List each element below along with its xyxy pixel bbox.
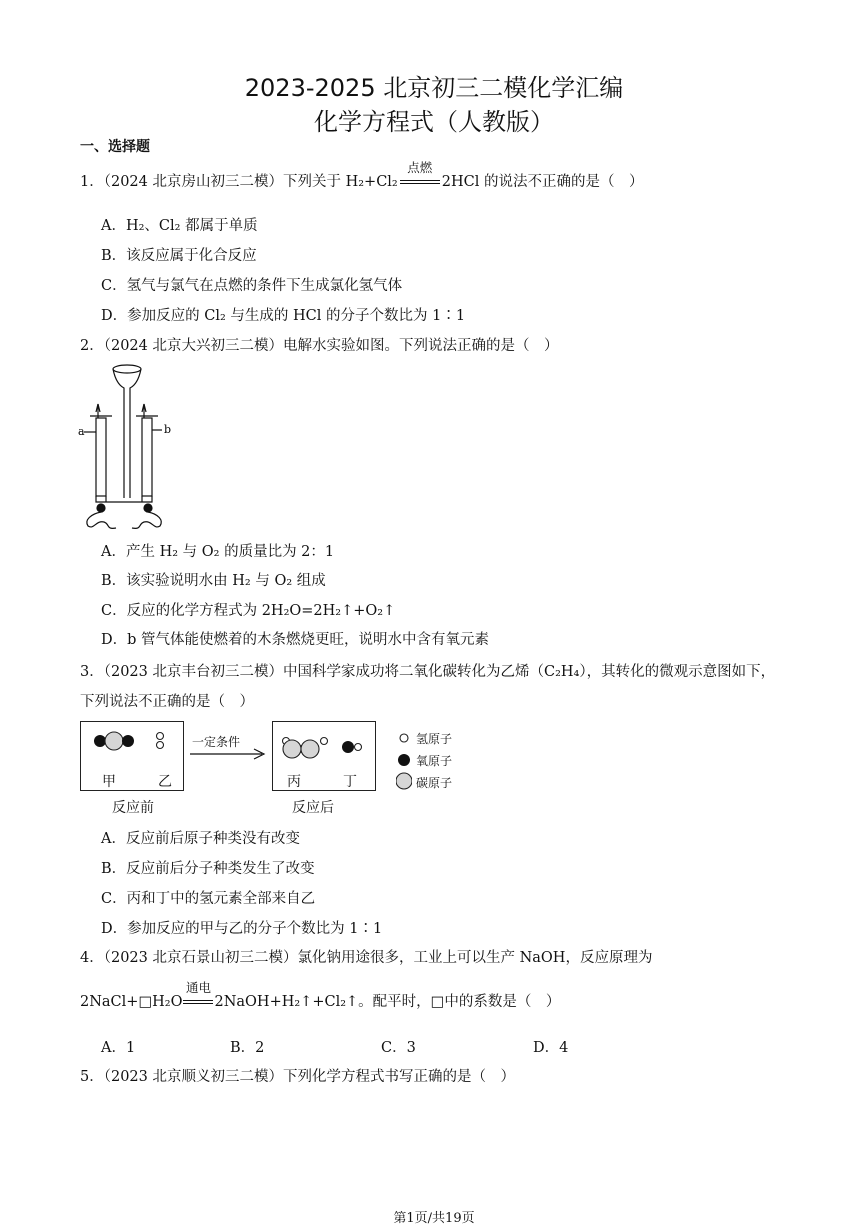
title-line-2: 化学方程式（人教版） [314, 108, 554, 136]
title-line-1: 2023-2025 北京初三二模化学汇编 [244, 74, 624, 102]
question-4-option-a: A．1 [101, 1040, 136, 1056]
question-4-stem: 4．（2023 北京石景山初三二模）氯化钠用途很多，工业上可以生产 NaOH，反应原理为 [80, 950, 653, 966]
label-ding: 丁 [343, 774, 357, 790]
legend-oxygen: 氧原子 [416, 754, 453, 768]
question-4-option-b: B．2 [230, 1040, 265, 1056]
question-1-stem-before: 1．（2024 北京房山初三二模）下列关于 H₂+Cl₂ [80, 174, 398, 190]
arrow-condition-label: 一定条件 [192, 735, 241, 749]
reaction-condition-sign [398, 160, 442, 190]
question-4-option-d: D．4 [533, 1040, 569, 1056]
after-caption: 反应后 [292, 800, 334, 816]
electrolysis-condition-sign [182, 980, 214, 1010]
question-3-option-c: C．丙和丁中的氢元素全部来自乙 [101, 891, 316, 907]
atom-legend-symbols [396, 730, 412, 790]
question-1-option-c: C．氢气与氯气在点燃的条件下生成氯化氢气体 [101, 278, 403, 294]
question-3-stem-line-1: 3．（2023 北京丰台初三二模）中国科学家成功将二氧化碳转化为乙烯（C₂H₄），其转化的微观示意图如下， [80, 664, 776, 680]
question-5-stem: 5．（2023 北京顺义初三二模）下列化学方程式书写正确的是（ ） [80, 1069, 515, 1085]
question-1-stem [80, 160, 644, 191]
label-bing: 丙 [287, 774, 301, 790]
tube-b-label: b [164, 423, 172, 436]
question-2-option-a: A．产生 H₂ 与 O₂ 的质量比为 2：1 [101, 544, 335, 560]
page-footer: 第1页/共19页 [393, 1211, 475, 1226]
question-3-option-d: D．参加反应的甲与乙的分子个数比为 1∶1 [101, 921, 383, 937]
question-1-option-d: D．参加反应的 Cl₂ 与生成的 HCl 的分子个数比为 1∶1 [101, 308, 466, 324]
question-2-option-b: B．该实验说明水由 H₂ 与 O₂ 组成 [101, 573, 326, 589]
condition-label: 点燃 [407, 160, 433, 175]
question-4-equation [80, 980, 561, 1011]
reaction-arrow [188, 748, 268, 760]
question-3-option-a: A．反应前后原子种类没有改变 [101, 831, 300, 847]
label-yi: 乙 [158, 774, 172, 790]
equation-products: 2NaOH+H₂↑+Cl₂↑。配平时，□中的系数是（ ） [214, 994, 561, 1010]
legend-hydrogen: 氢原子 [416, 732, 453, 746]
question-4-option-c: C．3 [381, 1040, 416, 1056]
before-caption: 反应前 [112, 800, 154, 816]
question-3-option-b: B．反应前后分子种类发生了改变 [101, 861, 315, 877]
equation-reactants: 2NaCl+□H₂O [80, 994, 183, 1010]
question-2-stem: 2．（2024 北京大兴初三二模）电解水实验如图。下列说法正确的是（ ） [80, 338, 559, 354]
legend-carbon: 碳原子 [416, 776, 453, 790]
electrolysis-apparatus-diagram [76, 360, 186, 530]
question-1-option-a: A．H₂、Cl₂ 都属于单质 [101, 218, 258, 234]
question-1-option-b: B．该反应属于化合反应 [101, 248, 257, 264]
tube-a-label: a [78, 425, 85, 438]
section-heading: 一、选择题 [80, 139, 150, 155]
question-3-stem-line-2: 下列说法不正确的是（ ） [80, 694, 254, 710]
label-jia: 甲 [102, 774, 116, 790]
question-1-stem-after: 2HCl 的说法不正确的是（ ） [441, 174, 644, 190]
question-2-option-d: D．b 管气体能使燃着的木条燃烧更旺，说明水中含有氧元素 [101, 632, 490, 648]
question-2-option-c: C．反应的化学方程式为 2H₂O=2H₂↑+O₂↑ [101, 603, 396, 619]
condition-label: 通电 [185, 980, 211, 995]
